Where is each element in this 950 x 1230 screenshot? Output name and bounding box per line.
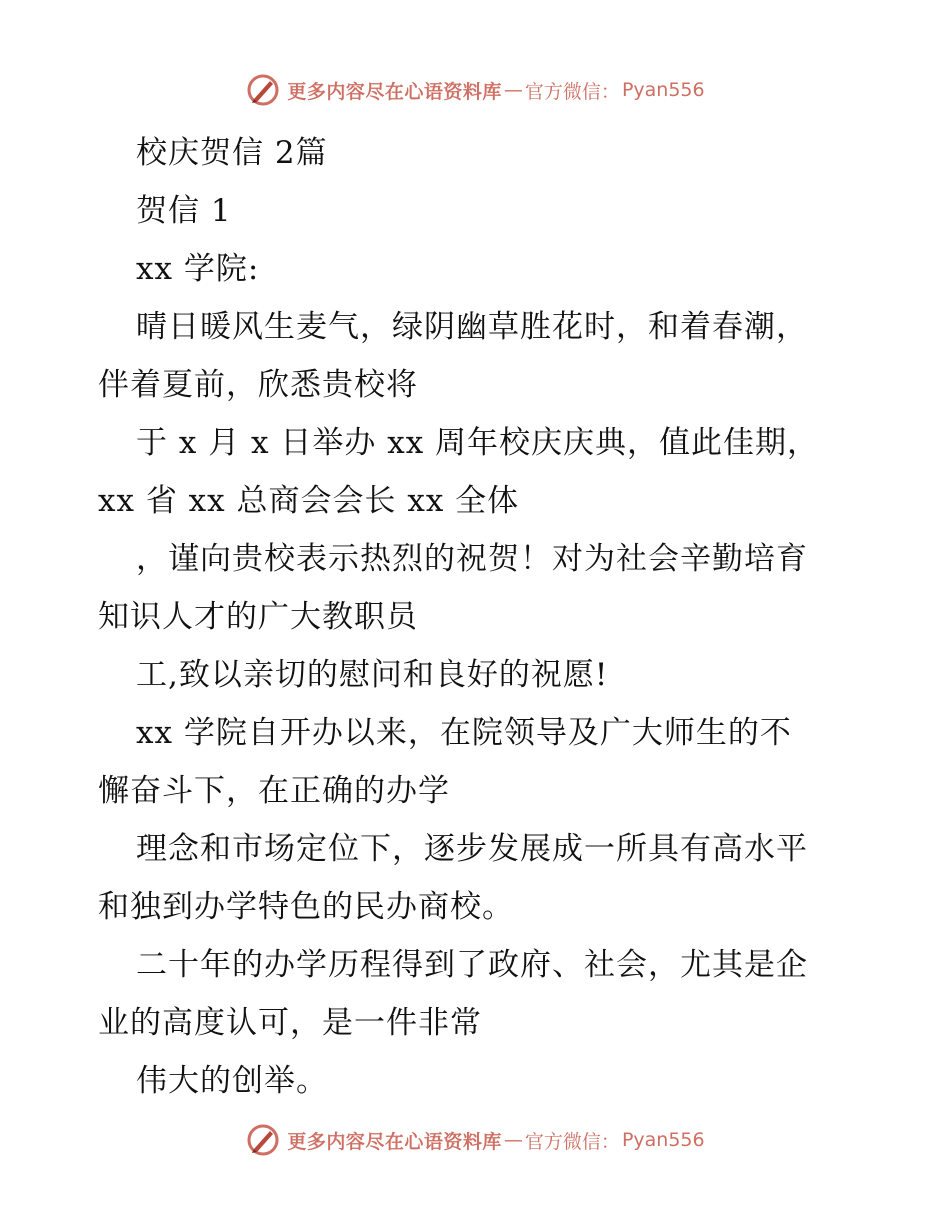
banner-dash: — <box>503 1129 523 1151</box>
footer-banner <box>0 1120 950 1160</box>
paragraph-line: 于 x 月 x 日举办 xx 周年校庆庆典，值此佳期， <box>136 425 820 461</box>
paragraph-line: 晴日暖风生麦气，绿阴幽草胜花时，和着春潮， <box>136 309 808 345</box>
paragraph-line: 伟大的创举。 <box>136 1063 328 1099</box>
paragraph-line: ，谨向贵校表示热烈的祝贺！对为社会辛勤培育 <box>136 541 808 577</box>
banner-wechat-id: Pyan556 <box>621 1129 705 1151</box>
header-banner <box>0 70 950 110</box>
document-subtitle: 贺信 1 <box>136 193 232 229</box>
banner-text: 更多内容尽在心语资料库 <box>287 1130 502 1153</box>
salutation: xx 学院: <box>136 251 260 287</box>
banner-dash: — <box>503 79 523 101</box>
banner-wechat-label: 官方微信： <box>524 80 620 103</box>
paragraph-line: xx 省 xx 总商会会长 xx 全体 <box>98 483 520 519</box>
paragraph-line: 理念和市场定位下，逐步发展成一所具有高水平 <box>136 831 808 867</box>
paragraph-line: 业的高度认可，是一件非常 <box>98 1005 482 1041</box>
paragraph-line: xx 学院自开办以来，在院领导及广大师生的不 <box>136 715 792 751</box>
paragraph-line: 伴着夏前，欣悉贵校将 <box>98 367 418 403</box>
pen-logo-icon <box>245 72 281 108</box>
paragraph-line: 懈奋斗下，在正确的办学 <box>98 773 450 809</box>
paragraph-line: 和独到办学特色的民办商校。 <box>98 889 514 925</box>
paragraph-line: 二十年的办学历程得到了政府、社会，尤其是企 <box>136 947 808 983</box>
pen-logo-icon <box>245 1122 281 1158</box>
paragraph-line: 知识人才的广大教职员 <box>98 599 418 635</box>
banner-text: 更多内容尽在心语资料库 <box>287 80 502 103</box>
document-title: 校庆贺信 2篇 <box>136 135 328 171</box>
banner-wechat-label: 官方微信： <box>524 1130 620 1153</box>
document-body <box>98 124 858 1110</box>
paragraph-line: 工,致以亲切的慰问和良好的祝愿! <box>136 657 609 693</box>
banner-wechat-id: Pyan556 <box>621 79 705 101</box>
